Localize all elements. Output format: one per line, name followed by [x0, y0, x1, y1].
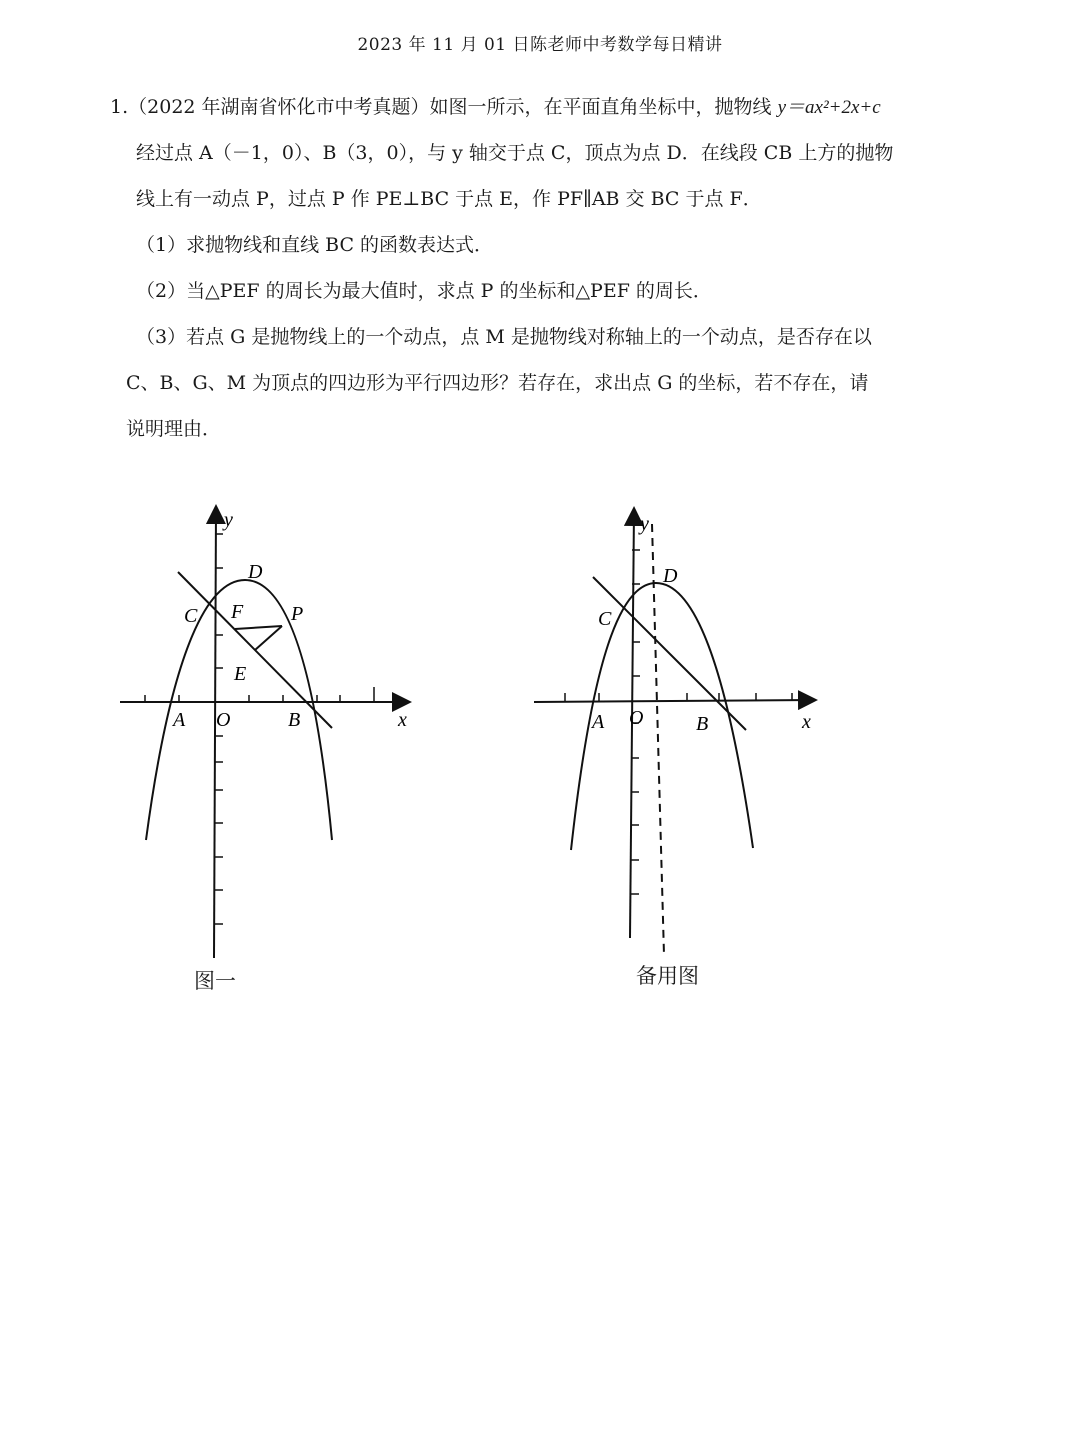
- problem-line-3: 线上有一动点 P，过点 P 作 PE⊥BC 于点 E，作 PF∥AB 交 BC 于点 F．: [136, 188, 762, 210]
- label-a: A: [173, 709, 186, 731]
- segment-pf: [235, 626, 282, 629]
- label-d: D: [663, 565, 678, 587]
- line-bc: [593, 577, 746, 730]
- label-f: F: [231, 601, 244, 623]
- figure-1-graph: [110, 500, 430, 970]
- figure-2-graph: [530, 500, 830, 970]
- question-3-line-2: C、B、G、M 为顶点的四边形为平行四边形？若存在，求出点 G 的坐标，若不存在，请: [126, 372, 869, 394]
- problem-number: 1.: [110, 96, 129, 118]
- x-ticks: [145, 687, 374, 702]
- problem-line-2: 经过点 A（－1，0）、B（3，0），与 y 轴交于点 C，顶点为点 D．在线段 CB 上方的抛物: [136, 142, 894, 164]
- problem-source: （2022 年湖南省怀化市中考真题）: [128, 96, 430, 118]
- label-a: A: [592, 711, 605, 733]
- label-c: C: [598, 608, 612, 630]
- figure-1: [110, 500, 430, 993]
- question-3-line-1: （3）若点 G 是抛物线上的一个动点，点 M 是抛物线对称轴上的一个动点，是否存在以: [136, 326, 872, 348]
- label-b: B: [696, 713, 709, 735]
- x-axis: [534, 700, 814, 702]
- question-2: （2）当△PEF 的周长为最大值时，求点 P 的坐标和△PEF 的周长．: [136, 280, 712, 302]
- problem-line-1: [110, 92, 881, 119]
- question-1: （1）求抛物线和直线 BC 的函数表达式．: [136, 234, 494, 256]
- label-c: C: [184, 605, 198, 627]
- parabola-equation: y＝ax²+2x+c: [777, 97, 881, 118]
- label-y: y: [224, 509, 233, 531]
- label-p: P: [291, 603, 304, 625]
- label-o: O: [216, 709, 231, 731]
- figure-2: [530, 500, 830, 988]
- label-b: B: [288, 709, 301, 731]
- label-o: O: [629, 707, 644, 729]
- problem-intro: 如图一所示，在平面直角坐标中，抛物线: [429, 96, 772, 118]
- figure-2-caption: 备用图: [636, 964, 699, 988]
- label-y: y: [640, 513, 649, 535]
- label-x: x: [398, 709, 407, 731]
- figure-1-caption: 图一: [194, 969, 236, 993]
- symmetry-axis: [652, 524, 664, 955]
- label-d: D: [248, 561, 263, 583]
- question-3-line-3: 说明理由．: [126, 418, 222, 440]
- page-header: 2023 年 11 月 01 日陈老师中考数学每日精讲: [357, 35, 723, 55]
- label-e: E: [234, 663, 247, 685]
- segment-pe: [255, 626, 282, 650]
- label-x: x: [802, 711, 811, 733]
